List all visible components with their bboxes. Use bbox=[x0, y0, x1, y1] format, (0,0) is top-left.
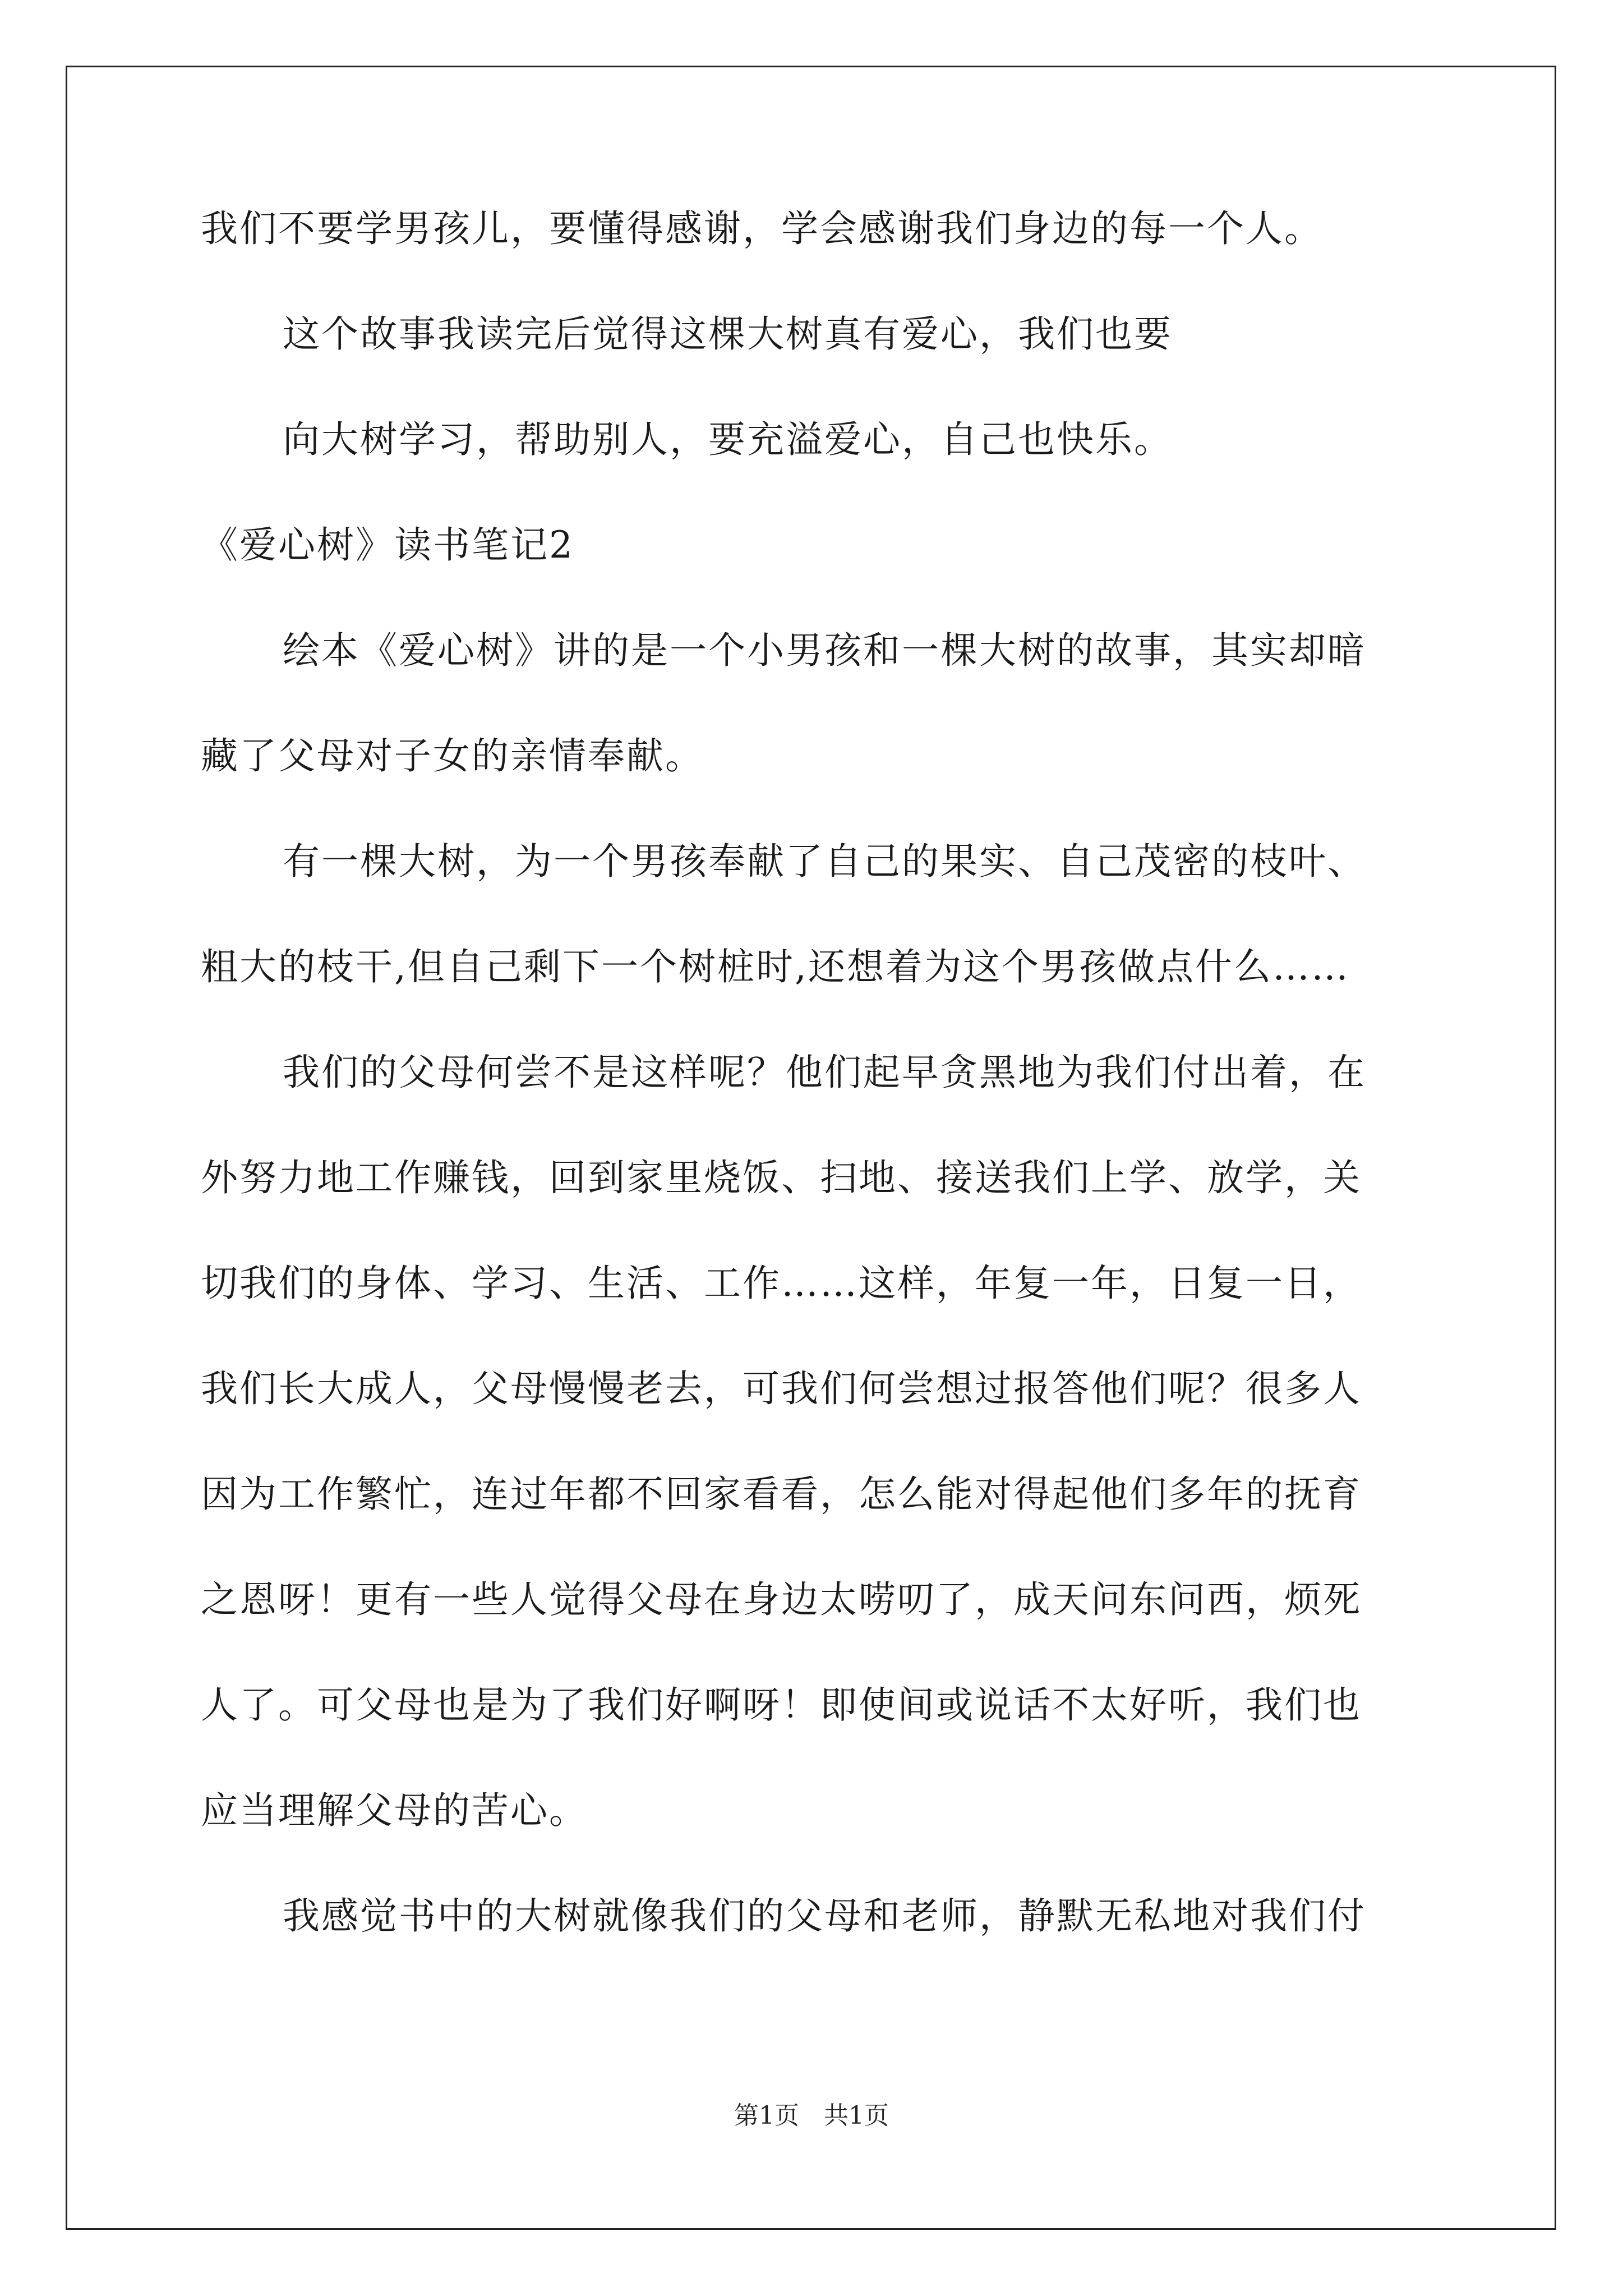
page-footer bbox=[0, 2099, 1623, 2133]
text-line-9: 我们的父母何尝不是这样呢？他们起早贪黑地为我们付出着，在 bbox=[283, 1051, 1366, 1094]
text-line-5: 绘本《爱心树》讲的是一个小男孩和一棵大树的故事，其实却暗 bbox=[283, 629, 1366, 672]
text-line-3: 向大树学习，帮助别人，要充溢爱心，自己也快乐。 bbox=[283, 418, 1173, 461]
text-line-10: 外努力地工作赚钱，回到家里烧饭、扫地、接送我们上学、放学，关 bbox=[201, 1156, 1362, 1199]
text-line-17: 我感觉书中的大树就像我们的父母和老师，静默无私地对我们付 bbox=[283, 1894, 1366, 1938]
section-heading: 《爱心树》读书笔记2 bbox=[201, 523, 574, 567]
text-line-12: 我们长大成人，父母慢慢老去，可我们何尝想过报答他们呢？很多人 bbox=[201, 1367, 1362, 1410]
text-line-1: 我们不要学男孩儿，要懂得感谢，学会感谢我们身边的每一个人。 bbox=[201, 207, 1323, 250]
text-line-11: 切我们的身体、学习、生活、工作……这样，年复一年，日复一日， bbox=[201, 1262, 1362, 1305]
text-line-2: 这个故事我读完后觉得这棵大树真有爱心，我们也要 bbox=[283, 312, 1173, 356]
text-line-6: 藏了父母对子女的亲情奉献。 bbox=[201, 734, 704, 777]
text-line-7: 有一棵大树，为一个男孩奉献了自己的果实、自己茂密的枝叶、 bbox=[283, 840, 1366, 883]
text-line-16: 应当理解父母的苦心。 bbox=[201, 1789, 588, 1832]
text-line-8: 粗大的枝干,但自己剩下一个树桩时,还想着为这个男孩做点什么…… bbox=[201, 945, 1350, 988]
text-line-13: 因为工作繁忙，连过年都不回家看看，怎么能对得起他们多年的抚育 bbox=[201, 1473, 1362, 1516]
text-line-14: 之恩呀！更有一些人觉得父母在身边太唠叨了，成天问东问西，烦死 bbox=[201, 1578, 1362, 1621]
page-number-current: 第1页 bbox=[734, 2101, 799, 2130]
page-number-total: 共1页 bbox=[824, 2101, 889, 2130]
text-line-15: 人了。可父母也是为了我们好啊呀！即使间或说话不太好听，我们也 bbox=[201, 1683, 1362, 1727]
